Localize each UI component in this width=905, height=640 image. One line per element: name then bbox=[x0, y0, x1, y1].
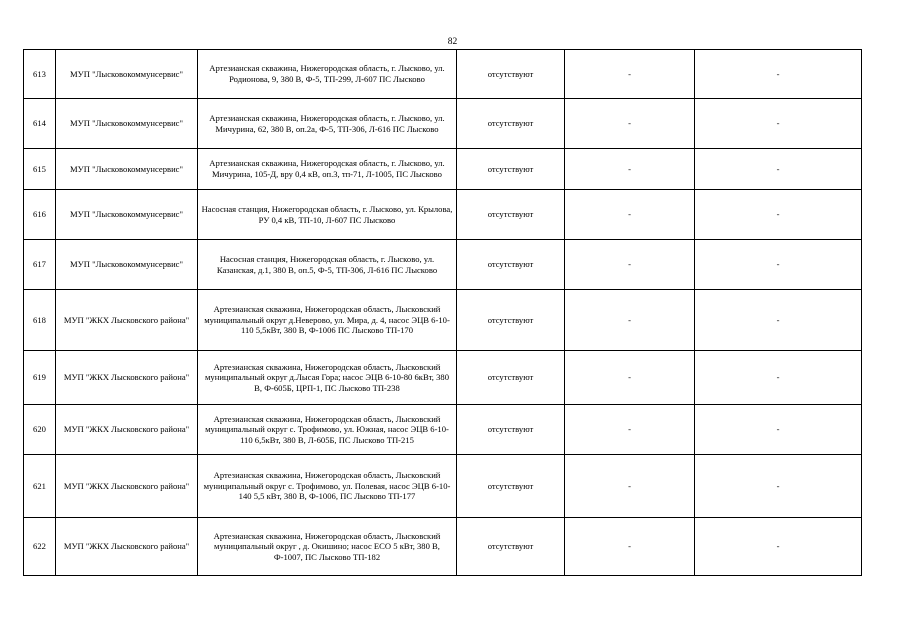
column6-cell: - bbox=[695, 50, 862, 99]
row-number-cell: 615 bbox=[24, 149, 56, 190]
organization-cell: МУП "ЖКХ Лысковского района" bbox=[56, 518, 198, 576]
table-row bbox=[24, 290, 862, 351]
object-cell: Артезианская скважина, Нижегородская область, Лысковский муниципальный округ с. Трофимово, ул. Южная, насос ЭЦВ 6-10-110 6,5кВт, 380 В, Л-605Б, ПС Лысково ТП-215 bbox=[198, 405, 457, 455]
organization-cell: МУП "Лысковокоммунсервис" bbox=[56, 190, 198, 240]
row-number-cell: 617 bbox=[24, 240, 56, 290]
status-cell: отсутствуют bbox=[457, 190, 565, 240]
object-cell: Артезианская скважина, Нижегородская область, г. Лысково, ул. Родионова, 9, 380 В, Ф-5, ТП-299, Л-607 ПС Лысково bbox=[198, 50, 457, 99]
column5-cell: - bbox=[565, 455, 695, 518]
object-cell: Насосная станция, Нижегородская область, г. Лысково, ул. Крылова, РУ 0,4 кВ, ТП-10, Л-607 ПС Лысково bbox=[198, 190, 457, 240]
table-row bbox=[24, 405, 862, 455]
organization-cell: МУП "Лысковокоммунсервис" bbox=[56, 240, 198, 290]
organization-cell: МУП "Лысковокоммунсервис" bbox=[56, 149, 198, 190]
object-cell: Артезианская скважина, Нижегородская область, Лысковский муниципальный округ , д. Окишино; насос ЕСО 5 кВт, 380 В, Ф-1007, ПС Лысково ТП-182 bbox=[198, 518, 457, 576]
organization-cell: МУП "ЖКХ Лысковского района" bbox=[56, 455, 198, 518]
row-number-cell: 620 bbox=[24, 405, 56, 455]
column6-cell: - bbox=[695, 290, 862, 351]
column5-cell: - bbox=[565, 149, 695, 190]
organization-cell: МУП "Лысковокоммунсервис" bbox=[56, 50, 198, 99]
table-row bbox=[24, 149, 862, 190]
object-cell: Артезианская скважина, Нижегородская область, Лысковский муниципальный округ д.Лысая Гора; насос ЭЦВ 6-10-80 6кВт, 380 В, Ф-605Б, ЦРП-1, ПС Лысково ТП-238 bbox=[198, 351, 457, 405]
table-row bbox=[24, 50, 862, 99]
object-cell: Насосная станция, Нижегородская область, г. Лысково, ул. Казанская, д.1, 380 В, оп.5, Ф-5, ТП-306, Л-616 ПС Лысково bbox=[198, 240, 457, 290]
status-cell: отсутствуют bbox=[457, 455, 565, 518]
table-row bbox=[24, 99, 862, 149]
table-row bbox=[24, 240, 862, 290]
column6-cell: - bbox=[695, 405, 862, 455]
column5-cell: - bbox=[565, 190, 695, 240]
object-cell: Артезианская скважина, Нижегородская область, г. Лысково, ул. Мичурина, 105-Д, вру 0,4 кВ, оп.3, тп-71, Л-1005, ПС Лысково bbox=[198, 149, 457, 190]
organization-cell: МУП "ЖКХ Лысковского района" bbox=[56, 351, 198, 405]
row-number-cell: 618 bbox=[24, 290, 56, 351]
row-number-cell: 613 bbox=[24, 50, 56, 99]
status-cell: отсутствуют bbox=[457, 240, 565, 290]
column6-cell: - bbox=[695, 240, 862, 290]
column6-cell: - bbox=[695, 190, 862, 240]
row-number-cell: 614 bbox=[24, 99, 56, 149]
column6-cell: - bbox=[695, 149, 862, 190]
column5-cell: - bbox=[565, 240, 695, 290]
column6-cell: - bbox=[695, 455, 862, 518]
status-cell: отсутствуют bbox=[457, 50, 565, 99]
table-row bbox=[24, 518, 862, 576]
row-number-cell: 619 bbox=[24, 351, 56, 405]
page-number: 82 bbox=[447, 37, 458, 47]
status-cell: отсутствуют bbox=[457, 518, 565, 576]
column5-cell: - bbox=[565, 518, 695, 576]
column5-cell: - bbox=[565, 290, 695, 351]
column5-cell: - bbox=[565, 99, 695, 149]
row-number-cell: 621 bbox=[24, 455, 56, 518]
table-row bbox=[24, 455, 862, 518]
data-table bbox=[23, 49, 862, 576]
status-cell: отсутствуют bbox=[457, 99, 565, 149]
column6-cell: - bbox=[695, 99, 862, 149]
organization-cell: МУП "ЖКХ Лысковского района" bbox=[56, 290, 198, 351]
status-cell: отсутствуют bbox=[457, 149, 565, 190]
column5-cell: - bbox=[565, 405, 695, 455]
table-row bbox=[24, 351, 862, 405]
status-cell: отсутствуют bbox=[457, 405, 565, 455]
column5-cell: - bbox=[565, 351, 695, 405]
table-row bbox=[24, 190, 862, 240]
object-cell: Артезианская скважина, Нижегородская область, Лысковский муниципальный округ с. Трофимово, ул. Полевая, насос ЭЦВ 6-10-140 5,5 кВт, 380 В, Ф-1006, ПС Лысково ТП-177 bbox=[198, 455, 457, 518]
column6-cell: - bbox=[695, 351, 862, 405]
row-number-cell: 622 bbox=[24, 518, 56, 576]
organization-cell: МУП "ЖКХ Лысковского района" bbox=[56, 405, 198, 455]
object-cell: Артезианская скважина, Нижегородская область, Лысковский муниципальный округ д.Неверово, ул. Мира, д. 4, насос ЭЦВ 6-10-110 5,5кВт, 380 В, Ф-1006 ПС Лысково ТП-170 bbox=[198, 290, 457, 351]
organization-cell: МУП "Лысковокоммунсервис" bbox=[56, 99, 198, 149]
status-cell: отсутствуют bbox=[457, 351, 565, 405]
row-number-cell: 616 bbox=[24, 190, 56, 240]
column5-cell: - bbox=[565, 50, 695, 99]
column6-cell: - bbox=[695, 518, 862, 576]
status-cell: отсутствуют bbox=[457, 290, 565, 351]
object-cell: Артезианская скважина, Нижегородская область, г. Лысково, ул. Мичурина, 62, 380 В, оп.2а, Ф-5, ТП-306, Л-616 ПС Лысково bbox=[198, 99, 457, 149]
